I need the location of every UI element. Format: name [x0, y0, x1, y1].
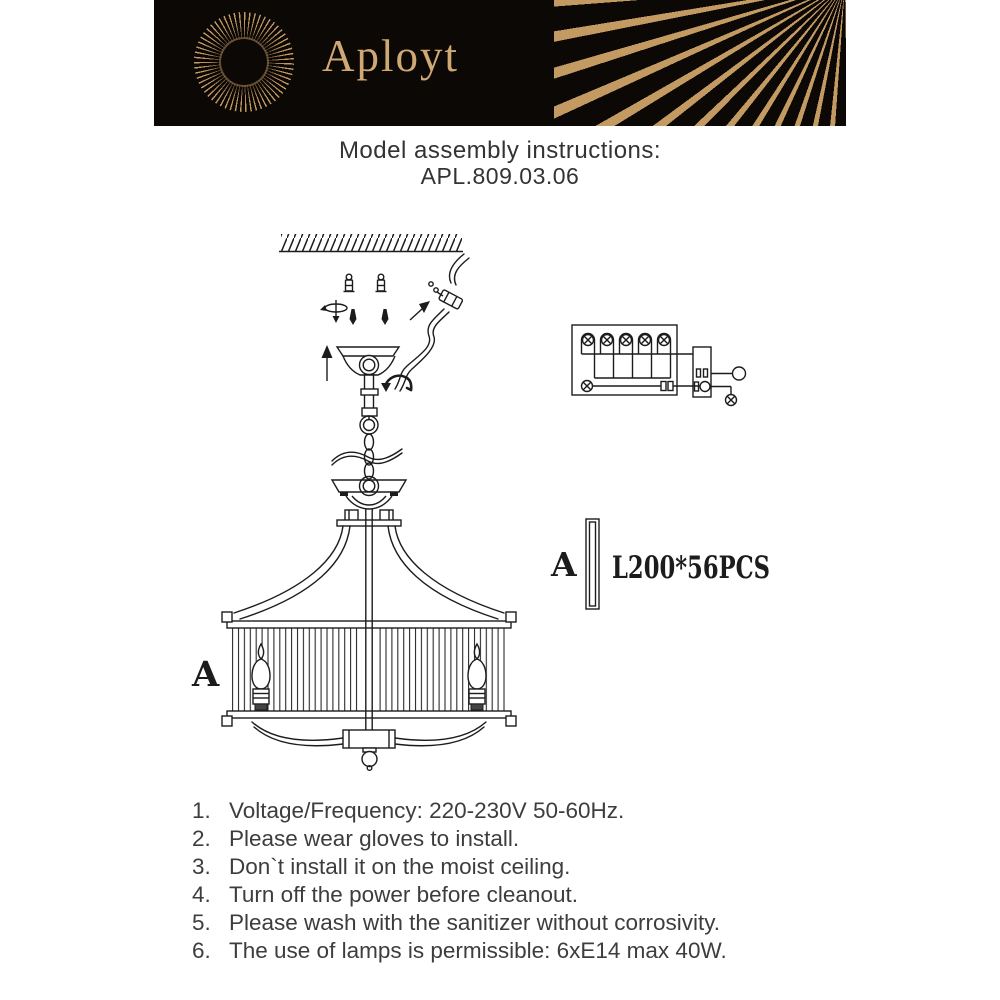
sunburst-icon — [194, 12, 294, 112]
rotate-screw-icon — [320, 300, 347, 323]
insert-arrow-icon — [410, 301, 430, 320]
item-text: Turn off the power before cleanout. — [229, 882, 578, 907]
glass-rod-icon — [586, 519, 599, 609]
hanging-bracket — [337, 347, 399, 434]
model-number: APL.809.03.06 — [420, 163, 580, 189]
instruction-item — [192, 881, 727, 909]
rod-legend — [550, 519, 770, 609]
legend-label-a: A — [551, 545, 577, 584]
up-arrow-icon — [322, 345, 333, 381]
brand-banner — [154, 0, 846, 126]
instruction-item — [192, 937, 727, 965]
lamp-symbols — [582, 334, 671, 355]
instruction-list — [192, 797, 727, 965]
instruction-item — [192, 853, 727, 881]
shade-label-a: A — [192, 654, 220, 695]
frame-arms — [234, 510, 504, 619]
instruction-item — [192, 825, 727, 853]
item-text: Please wear gloves to install. — [229, 826, 520, 851]
item-number: 2. — [192, 826, 211, 851]
brand-wordmark: Aployt — [322, 31, 460, 81]
item-text: Don`t install it on the moist ceiling. — [229, 854, 571, 879]
legend-spec: L200*56PCS — [612, 550, 770, 586]
bottom-frame — [252, 722, 486, 770]
instruction-item — [192, 797, 727, 825]
item-number: 5. — [192, 910, 211, 935]
item-text: Voltage/Frequency: 220-230V 50-60Hz. — [229, 798, 625, 823]
anchor-plug-icons — [344, 274, 387, 291]
assembly-diagram — [150, 210, 850, 790]
item-number: 3. — [192, 854, 211, 879]
item-text: Please wash with the sanitizer without corrosivity. — [229, 910, 721, 935]
item-number: 4. — [192, 882, 211, 907]
mains-cable — [395, 254, 469, 391]
ceiling-hatch — [279, 234, 463, 252]
item-text: The use of lamps is permissible: 6xE14 max 40W. — [229, 938, 727, 963]
item-number: 6. — [192, 938, 211, 963]
item-number: 1. — [192, 798, 211, 823]
sunburst-core — [221, 39, 267, 85]
ceiling-canopy — [332, 477, 406, 510]
wiring-diagram — [572, 325, 746, 406]
chain-and-wire — [332, 434, 402, 479]
hook-tool-icon — [381, 376, 411, 392]
instruction-item — [192, 909, 727, 937]
corner-rays-icon — [554, 0, 846, 126]
screw-icons — [350, 309, 389, 325]
page-title: Model assembly instructions: — [338, 137, 662, 164]
